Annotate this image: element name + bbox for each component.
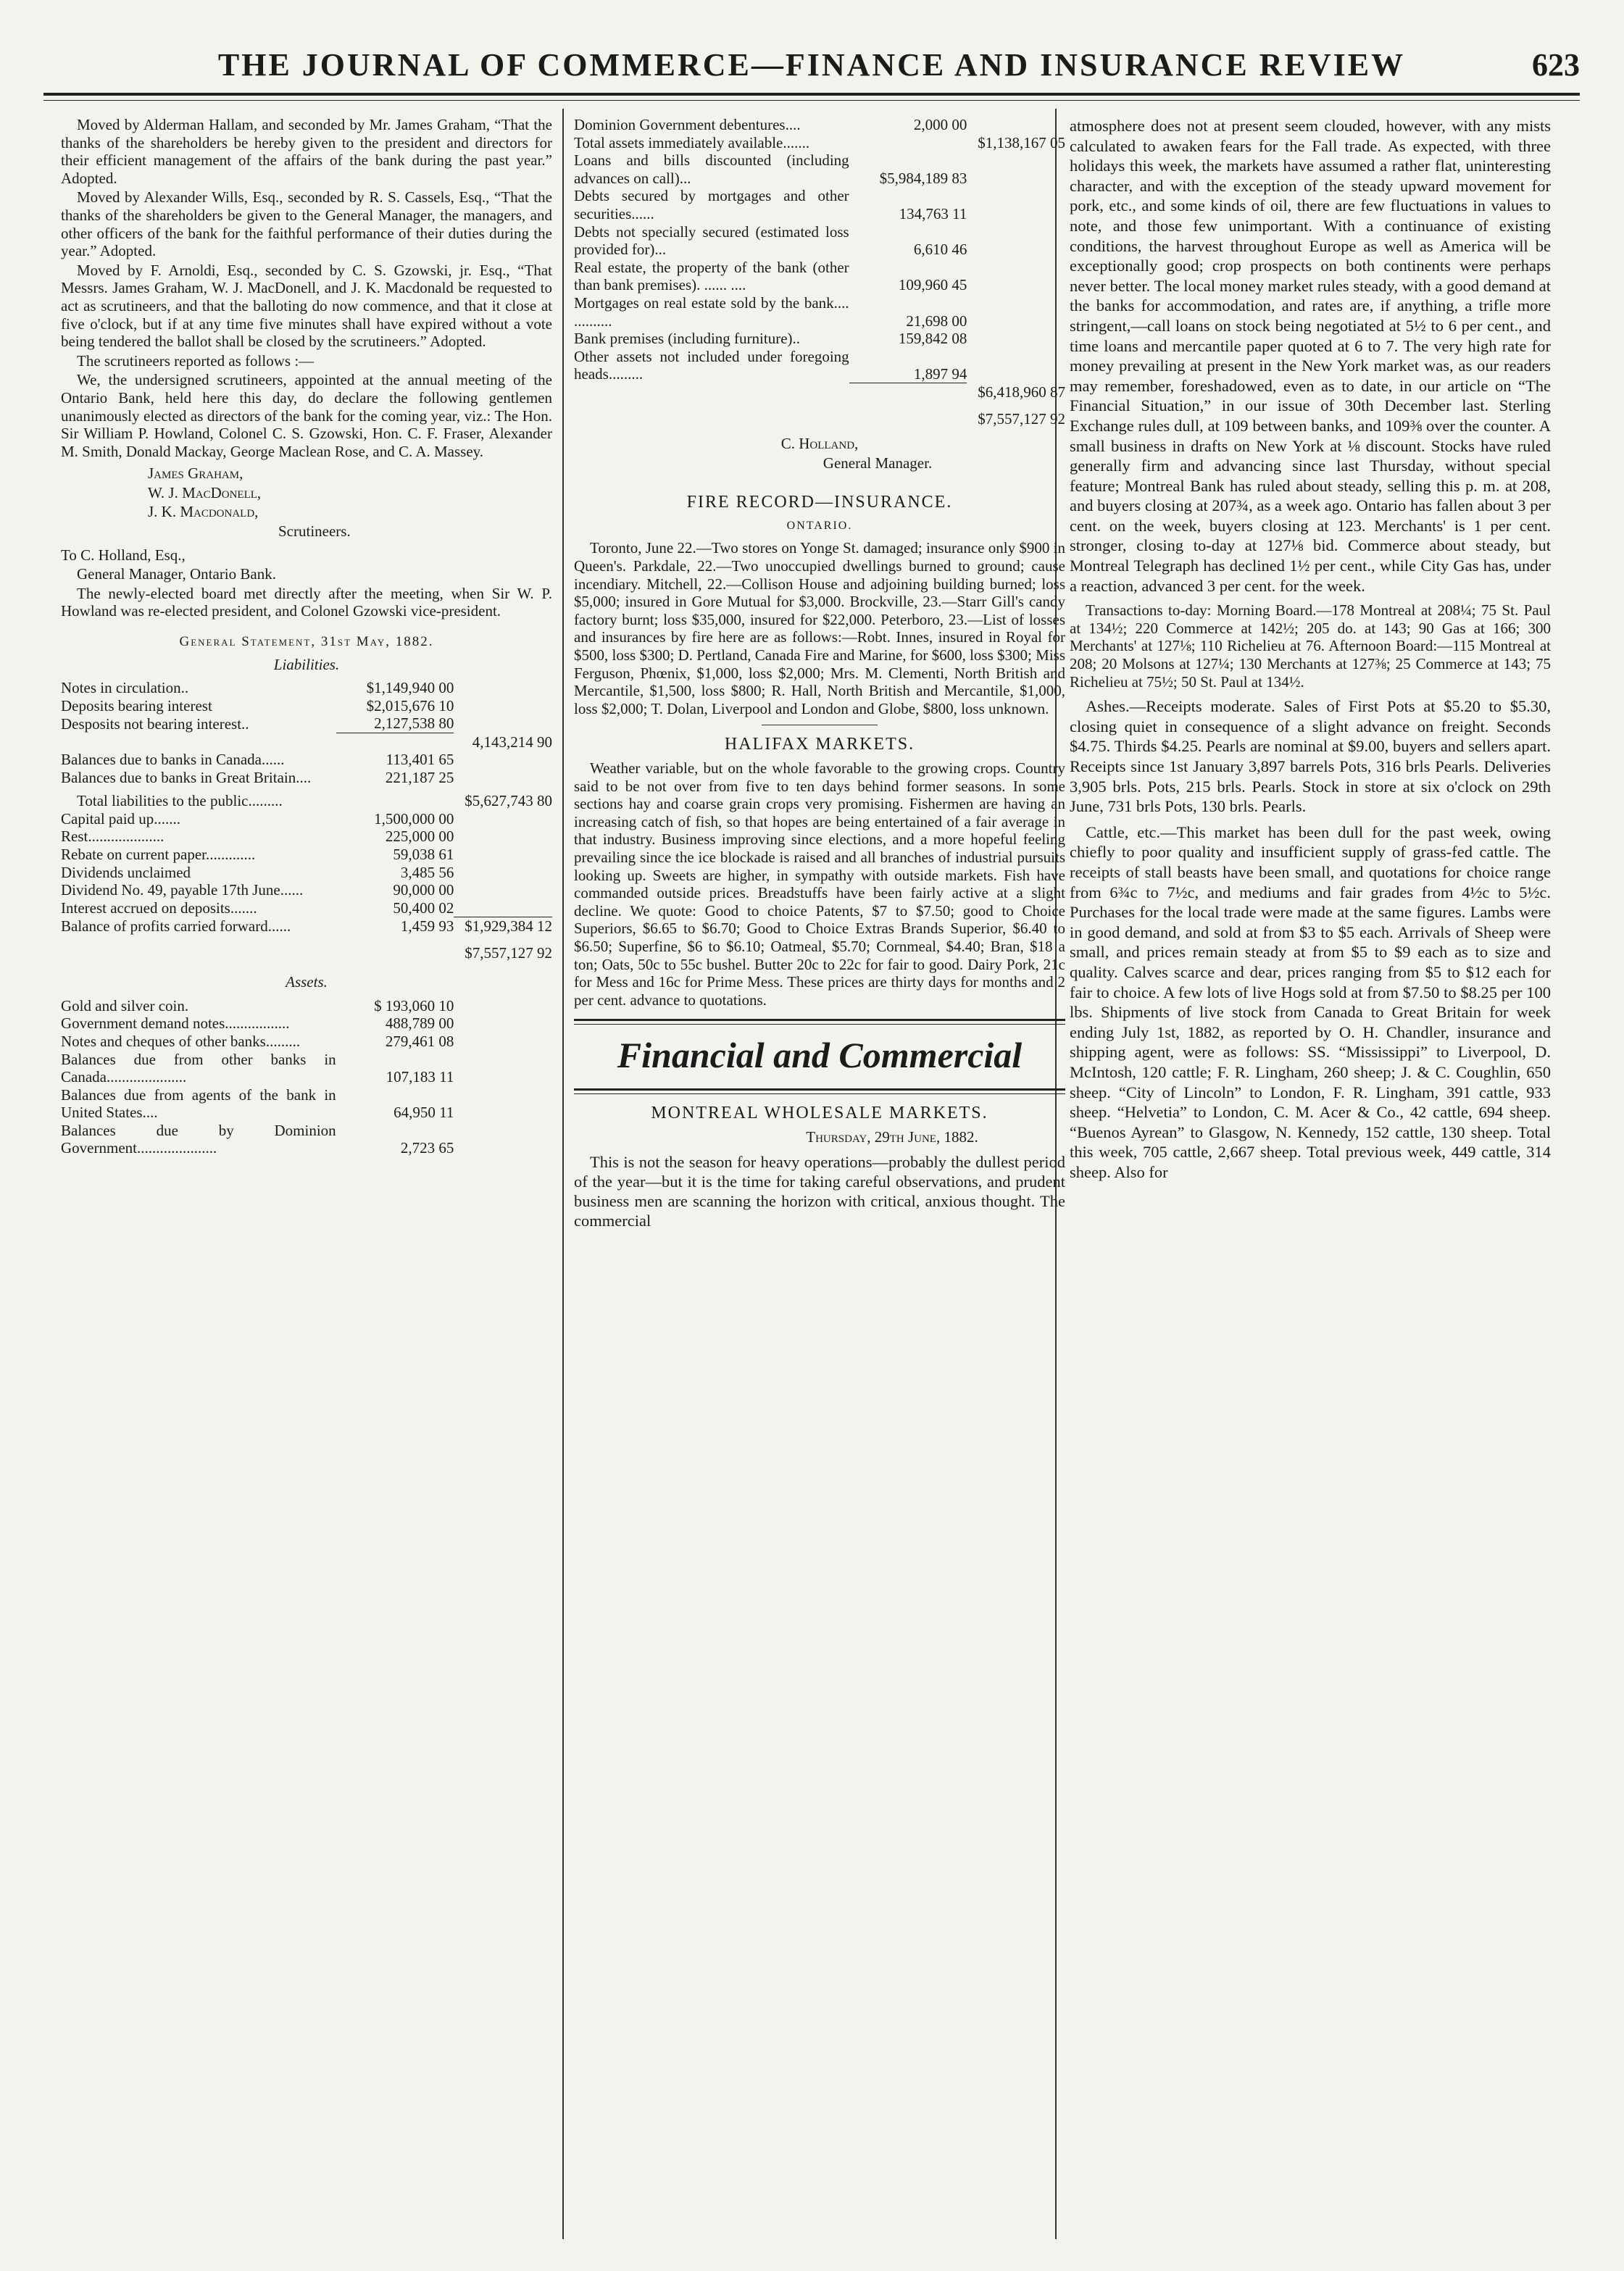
halifax-heading: HALIFAX MARKETS. bbox=[724, 735, 915, 754]
table-row bbox=[61, 899, 552, 917]
row-amount: 3,485 56 bbox=[400, 863, 454, 881]
row-total: $5,627,743 80 bbox=[465, 792, 552, 810]
page-header bbox=[43, 42, 1580, 93]
row-total: 4,143,214 90 bbox=[472, 733, 552, 751]
row-total bbox=[454, 751, 552, 769]
row-label: Balances due from agents of the bank in United States.... bbox=[61, 1086, 336, 1122]
montreal-heading: MONTREAL WHOLESALE MARKETS. bbox=[651, 1104, 988, 1123]
row-amount: 90,000 00 bbox=[393, 881, 454, 899]
row-amount bbox=[336, 786, 454, 810]
row-label: Debts secured by mortgages and other securities...... bbox=[574, 187, 849, 222]
table-row bbox=[574, 383, 1065, 401]
row-label: Dividends unclaimed bbox=[61, 863, 191, 881]
journal-title: THE JOURNAL OF COMMERCE—FINANCE AND INSURANCE REVIEW bbox=[217, 47, 1406, 83]
paragraph: atmosphere does not at present seem clouded, however, with any mists calculated to awaken fears for the Fall trade. As expected, with three holidays this week, the markets have assumed a rather flat, uninteresting character, and with the exception of the steady upward movement for pork, etc., and some kinds of oil, there are few fluctuations in values to note, and those few unimportant. With a continuance of existing conditions, the harvest throughout Europe as well as America will be exceptionally good; crop prospects on both continents were perhaps never better. The local money market rules steady, with a good demand at the banks for accommodation, and rates are, if anything, a trifle more stringent,—call loans on stock being negotiated at 5½ to 6 per cent., and time loans and mercantile paper quoted at 6 to 7. The very high rate for money prevailing at present in the New York market was, as our readers may remember, foreshadowed, even as to date, in our article on “The Financial Situation,” in our issue of 30th December last. Sterling Exchange rules dull, at 109 between banks, and 109⅜ over the counter. A small business in drafts on New York at ⅛ discount. Stocks have ruled generally firm and advancing since last Thursday, without special feature; Montreal Bank has ruled about steady, selling this p. m. at 208, and buyers closing at 207¾, as a week ago. Ontario has fallen about 3 per cent. on the week, buyers closing at 123. Merchants' is 1 per cent. stronger, closing to-day at 127⅛ bid. Commerce about steady, but Montreal Telegraph has declined 1½ per cent., while City Gas has, under a reaction, advanced 3 per cent. for the week. bbox=[1070, 117, 1551, 595]
row-label: Total assets immediately available....... bbox=[574, 133, 810, 151]
row-total bbox=[454, 899, 552, 917]
fire-record-subheading: ONTARIO. bbox=[786, 519, 853, 532]
row-label: Mortgages on real estate sold by the bank.... .......... bbox=[574, 293, 849, 330]
signer: J. K. Macdonald, bbox=[148, 503, 259, 521]
row-amount: 109,960 45 bbox=[898, 276, 967, 294]
row-amount: 1,897 94 bbox=[913, 364, 967, 383]
table-row bbox=[61, 769, 552, 787]
row-amount: 225,000 00 bbox=[385, 828, 454, 846]
row-label: Government demand notes................. bbox=[61, 1014, 290, 1033]
paragraph: Moved by Alderman Hallam, and seconded by Mr. James Graham, “That the thanks of the shareholders be hereby given to the president and directors for their efficient management of the affairs of the bank during the past year.” Adopted. bbox=[61, 116, 552, 187]
row-total bbox=[454, 846, 552, 864]
row-total bbox=[967, 151, 1065, 187]
paragraph: Transactions to-day: Morning Board.—178 Montreal at 208¼; 75 St. Paul at 134½; 220 Commerce at 142½; 205 do. at 143; 90 Gas at 166; 300 Merchants' at 127⅛; 110 Richelieu at 76. Afternoon Board:—115 Montreal at 208; 20 Molsons at 127¼; 130 Merchants at 127⅜; 25 Commerce at 143; 75 Richelieu at 75½; 50 St. Paul at 134½. bbox=[1070, 601, 1551, 691]
row-total bbox=[454, 769, 552, 787]
table-row bbox=[61, 1122, 552, 1157]
halifax-text: Weather variable, but on the whole favorable to the growing crops. Country said to be not over from five to ten days behind former seasons. In some sections hay and coarse grain crops very promising. Fishermen are having an increasing catch of fish, so that hopes are being entertained of a fair average in that industry. Business improving since elections, and a more hopeful feeling prevailing since the ice blockade is raised and all branches of industrial pursuits looking up. Sweets are higher, in sympathy with outside markets. Fish have commanded outside prices. Breadstuffs have been fairly active at a slight decline. We quote: Good to choice Patents, $7 to $7.50; good to Choice Superiors, $6.65 to $6.70; Good to Choice Extras Brands Superior, $6.40 to $6.50; Superfine, $6 to $6.10; Oatmeal, $5.70; Cornmeal, $4.40; Bran, $18 a ton; Oats, 50c to 55c bushel. Butter 20c to 22c for fair to good. Dairy Pork, 21c for Mess and 16c for Prime Mess. These prices are thirty days for months and 2 per cent. advance to quotations. bbox=[574, 759, 1065, 1009]
row-label: Rebate on current paper............. bbox=[61, 846, 256, 864]
grand-total: $7,557,127 92 bbox=[465, 943, 552, 962]
row-label: Balances due from other banks in Canada..................... bbox=[61, 1050, 336, 1086]
row-total bbox=[454, 679, 552, 697]
row-label: Rest.................... bbox=[61, 828, 165, 846]
row-label: Notes in circulation.. bbox=[61, 679, 189, 697]
row-amount: 134,763 11 bbox=[899, 204, 967, 222]
row-label: Interest accrued on deposits....... bbox=[61, 899, 257, 917]
table-row bbox=[574, 116, 1065, 134]
row-total bbox=[967, 330, 1065, 348]
manager-title: General Manager. bbox=[823, 454, 933, 472]
table-row bbox=[61, 1033, 552, 1051]
table-row bbox=[574, 134, 1065, 152]
row-label: Notes and cheques of other banks......... bbox=[61, 1032, 301, 1050]
row-label: Other assets not included under foregoing heads......... bbox=[574, 347, 849, 383]
assets-heading: Assets. bbox=[286, 973, 328, 991]
paragraph: We, the undersigned scrutineers, appointed at the annual meeting of the Ontario Bank, held here this day, do declare the following gentlemen unanimously elected as directors of the bank for the coming year, viz.: The Hon. Sir William P. Howland, Colonel C. S. Gzowski, Hon. C. F. Fraser, Alexander M. Smith, Donald Mackay, George Maclean Rose, and C. A. Massey. bbox=[61, 371, 552, 460]
column-3 bbox=[1070, 116, 1551, 2239]
table-row bbox=[61, 733, 552, 751]
table-row bbox=[574, 187, 1065, 222]
liabilities-table bbox=[61, 679, 552, 962]
row-label: Dominion Government debentures.... bbox=[574, 116, 801, 133]
row-label: Total liabilities to the public......... bbox=[77, 792, 283, 810]
row-total bbox=[454, 697, 552, 715]
paragraph: The newly-elected board met directly after the meeting, when Sir W. P. Howland was re-elected president, and Colonel Gzowski vice-president. bbox=[61, 584, 552, 620]
montreal-date: Thursday, 29th June, 1882. bbox=[806, 1128, 978, 1146]
row-amount: 221,187 25 bbox=[385, 768, 454, 786]
table-row bbox=[574, 294, 1065, 330]
statement-title: General Statement, 31st May, 1882. bbox=[179, 634, 434, 650]
row-label bbox=[61, 733, 336, 751]
row-amount: 50,400 02 bbox=[393, 899, 454, 917]
table-row bbox=[61, 786, 552, 810]
row-total bbox=[967, 348, 1065, 383]
signer: James Graham, bbox=[148, 464, 243, 483]
row-amount: 6,610 46 bbox=[913, 241, 967, 259]
signers-title: Scrutineers. bbox=[278, 522, 351, 541]
row-amount: 1,500,000 00 bbox=[374, 809, 454, 828]
assets-continued-table bbox=[574, 116, 1065, 428]
row-amount: 2,127,538 80 bbox=[374, 714, 454, 733]
row-label: Capital paid up....... bbox=[61, 809, 181, 828]
row-amount: 159,842 08 bbox=[898, 330, 967, 348]
row-total bbox=[454, 810, 552, 828]
row-amount: 488,789 00 bbox=[385, 1014, 454, 1033]
table-row bbox=[574, 259, 1065, 294]
table-row bbox=[574, 151, 1065, 187]
row-amount: $5,984,189 83 bbox=[879, 169, 967, 187]
table-row bbox=[61, 936, 552, 962]
row-label: Gold and silver coin. bbox=[61, 996, 189, 1014]
row-amount: 279,461 08 bbox=[385, 1032, 454, 1050]
fire-record-heading: FIRE RECORD—INSURANCE. bbox=[686, 493, 953, 512]
row-amount: 21,698 00 bbox=[906, 312, 967, 330]
fire-record-text: Toronto, June 22.—Two stores on Yonge St. damaged; insurance only $900 in Queen's. Parkdale, 22.—Two unoccupied dwellings burned to ground; cause incendiary. Mitchell, 22.—Collison House and adjoining building burned; loss $5,000; insured in Gore Mutual for $3,000. Brockville, 23.—Starr Gill's candy factory burnt; loss $35,000, insured for $22,000. Peterboro, 23.—List of losses and insurances by fire here are as follows:—Robt. Innes, insured in Royal for $500, loss $300; D. Pertland, Canada Fire and Marine, for $600, loss $300; Miss Ferguson, Phœnix, $1,000, loss $2,000; Mrs. M. Clementi, North British and Mercantile, $1,500, loss $800; R. Hall, North British and Mercantile, $1,000, loss $2,000; T. Dolan, Liverpool and London and Globe, $800, loss unknown. bbox=[574, 539, 1065, 717]
paragraph: Moved by Alexander Wills, Esq., seconded by R. S. Cassels, Esq., “That the thanks of the shareholders be given to the General Manager, the managers, and other officers of the bank for the faithful performance of their duties during the year.” Adopted. bbox=[61, 188, 552, 260]
table-row bbox=[61, 864, 552, 882]
row-total bbox=[967, 116, 1065, 134]
table-row bbox=[61, 751, 552, 769]
row-amount bbox=[336, 733, 454, 751]
row-total: $1,929,384 12 bbox=[454, 917, 552, 935]
row-label: Desposits not bearing interest.. bbox=[61, 714, 249, 733]
row-label: Balances due to banks in Great Britain.... bbox=[61, 768, 312, 786]
paragraph: Ashes.—Receipts moderate. Sales of First Pots at $5.20 to $5.30, closing quiet in consequence of a slight advance on freight. Seconds $4.75. Thirds $4.25. Pearls are nominal at $9.00, buyers and sellers apart. Receipts since 1st January 3,897 barrels Pots, 316 brls Pearls. Deliveries 3,905 brls. Pots, 215 brls. Pearls. Stock in store at six o'clock on 29th June, 731 brls Pots, 130 brls. Pearls. bbox=[1070, 697, 1551, 816]
row-amount: 107,183 11 bbox=[386, 1068, 454, 1086]
row-amount: 2,723 65 bbox=[400, 1139, 454, 1157]
header-rule-thin bbox=[43, 100, 1580, 101]
table-row bbox=[574, 348, 1065, 383]
row-total bbox=[967, 187, 1065, 222]
row-amount: 1,459 93 bbox=[400, 917, 454, 935]
page-number: 623 bbox=[1532, 47, 1580, 83]
manager-name: C. Holland, bbox=[780, 435, 859, 453]
table-row bbox=[61, 810, 552, 828]
row-total bbox=[967, 294, 1065, 330]
table-row bbox=[61, 697, 552, 715]
row-amount: $2,015,676 10 bbox=[366, 696, 454, 714]
row-label: Balances due by Dominion Government..................... bbox=[61, 1121, 336, 1157]
table-row bbox=[61, 997, 552, 1015]
table-row bbox=[574, 330, 1065, 348]
column-2 bbox=[574, 116, 1065, 2239]
liabilities-heading: Liabilities. bbox=[273, 655, 340, 673]
table-row bbox=[61, 714, 552, 733]
row-total bbox=[454, 828, 552, 846]
row-amount: 113,401 65 bbox=[386, 751, 454, 769]
section-rule bbox=[574, 1088, 1065, 1094]
row-label: Bank premises (including furniture).. bbox=[574, 330, 801, 348]
table-row bbox=[61, 828, 552, 846]
section-rule bbox=[574, 1019, 1065, 1025]
header-rule bbox=[43, 93, 1580, 96]
row-label: Debts not specially secured (estimated loss provided for)... bbox=[574, 222, 849, 259]
row-label: Deposits bearing interest bbox=[61, 696, 212, 714]
paragraph: Cattle, etc.—This market has been dull for the past week, owing chiefly to poor quality and insufficient supply of grass-fed cattle. The receipts of stall beasts have been small, and quotations for choice range from 6¾c to 7½c, and mediums and fair grades from 4½c to 5½c. Purchases for the local trade were made at the same figures. Lambs were in good demand, and sold at from $3 to $5 each. Arrivals of Sheep were small, and prices remain steady at from $5 to $9 each as to size and quality. Calves scarce and dear, prices ranging from $5 to $12 each for fair to choice. A few lots of live Hogs sold at from $7.50 to $8.25 per 100 lbs. Shipments of live stock from Canada to Great Britain for week ending July 1st, 1882, as reported by O. H. Chandler, insurance and shipping agent, were as follows: SS. “Mississippi” to Liverpool, D. McIntosh, 120 cattle; F. R. Lingham, 260 sheep; J. & C. Coughlin, 650 sheep. “City of Lincoln” to London, F. R. Lingham, 391 cattle, 933 sheep. “Helvetia” to London, C. M. Acer & Co., 42 cattle, 694 sheep. “Buenos Ayrean” to Glasgow, N. Kennedy, 152 cattle, 130 sheep. Total this week, 705 cattle, 2,667 sheep. Total previous week, 449 cattle, 314 sheep. Also for bbox=[1070, 822, 1551, 1181]
table-row bbox=[61, 881, 552, 899]
row-total bbox=[454, 864, 552, 882]
row-amount bbox=[849, 134, 967, 152]
column-1 bbox=[61, 116, 552, 2239]
row-label: Balance of profits carried forward...... bbox=[61, 917, 291, 935]
table-row bbox=[574, 401, 1065, 428]
row-amount: 64,950 11 bbox=[393, 1104, 454, 1122]
row-label: Dividend No. 49, payable 17th June...... bbox=[61, 881, 304, 899]
row-total bbox=[454, 714, 552, 733]
assets-grand-total: $7,557,127 92 bbox=[978, 409, 1065, 428]
row-amount: 59,038 61 bbox=[393, 846, 454, 864]
to-line: General Manager, Ontario Bank. bbox=[77, 565, 276, 583]
row-total bbox=[967, 223, 1065, 259]
table-row bbox=[61, 1086, 552, 1122]
table-row bbox=[61, 1014, 552, 1033]
table-row bbox=[61, 1051, 552, 1086]
section-title: Financial and Commercial bbox=[617, 1035, 1023, 1076]
row-total bbox=[967, 259, 1065, 294]
row-label: Balances due to banks in Canada...... bbox=[61, 751, 285, 769]
paragraph: The scrutineers reported as follows :— bbox=[77, 351, 315, 370]
row-label: Real estate, the property of the bank (other than bank premises). ...... .... bbox=[574, 258, 849, 294]
row-total: $1,138,167 05 bbox=[978, 133, 1065, 151]
table-row bbox=[61, 846, 552, 864]
assets-table bbox=[61, 997, 552, 1157]
column-divider bbox=[562, 109, 564, 2239]
row-amount: $1,149,940 00 bbox=[366, 679, 454, 697]
row-label: Loans and bills discounted (including advances on call)... bbox=[574, 151, 849, 187]
assets-subtotal: $6,418,960 87 bbox=[978, 383, 1065, 401]
table-row bbox=[574, 223, 1065, 259]
montreal-text: This is not the season for heavy operations—probably the dullest period of the year—but it is the time for taking careful observations, and prudent business men are scanning the horizon with critical, anxious thought. The commercial bbox=[574, 1152, 1065, 1230]
signer: W. J. MacDonell, bbox=[148, 483, 262, 501]
row-amount: $ 193,060 10 bbox=[374, 996, 454, 1014]
table-row bbox=[61, 917, 552, 935]
row-amount: 2,000 00 bbox=[913, 116, 967, 133]
paragraph: Moved by F. Arnoldi, Esq., seconded by C. S. Gzowski, jr. Esq., “That Messrs. James Graham, W. J. MacDonell, and J. K. Macdonald be requested to act as scrutineers, and that the balloting do now commence, and that it close at five o'clock, but if at any time five minutes shall have expired without a vote being tendered the ballot shall be closed by the scrutineers.” Adopted. bbox=[61, 261, 552, 351]
to-line: To C. Holland, Esq., bbox=[61, 546, 186, 564]
row-total bbox=[454, 881, 552, 899]
table-row bbox=[61, 679, 552, 697]
